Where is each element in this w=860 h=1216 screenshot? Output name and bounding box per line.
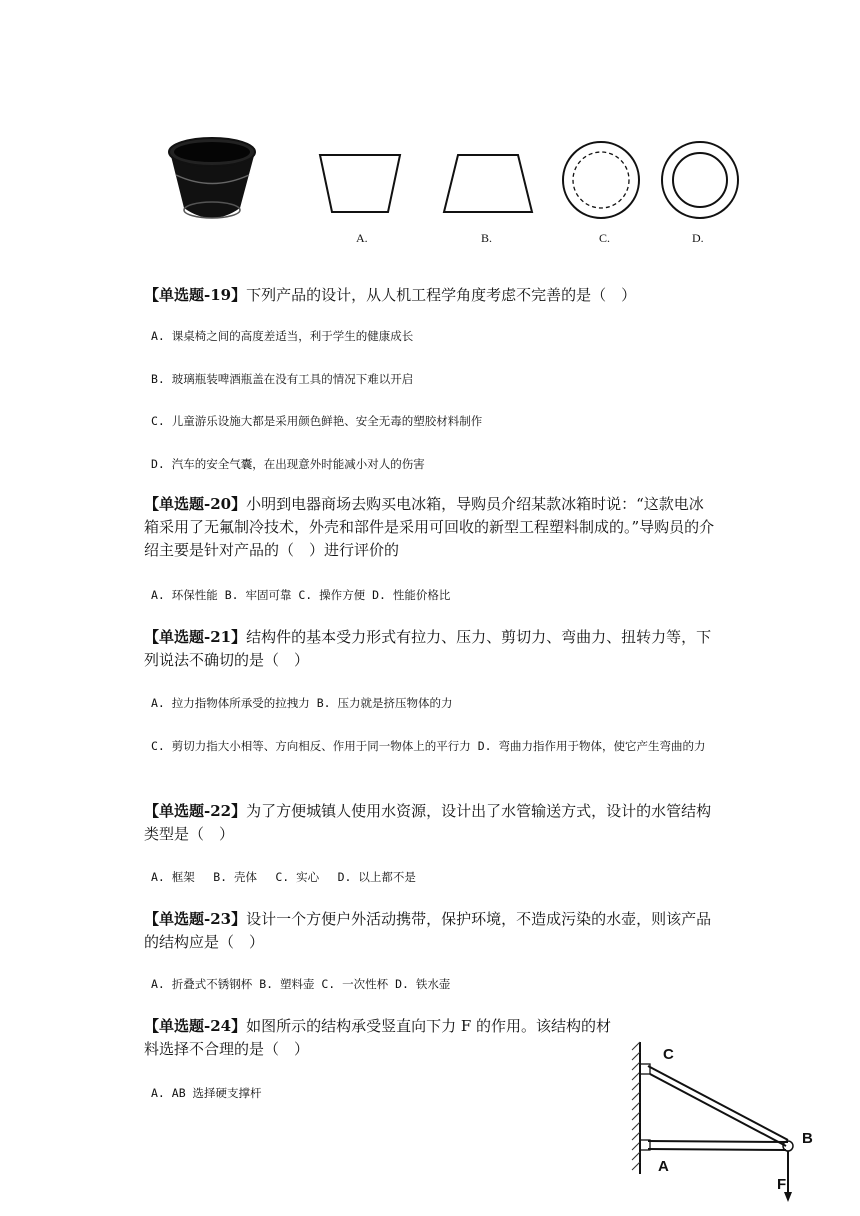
question-text-line2: 料选择不合理的是（ ） — [144, 1040, 310, 1058]
question-text: 结构件的基本受力形式有拉力、压力、剪切力、弯曲力、扭转力等，下列说法不确切的是（ ） — [144, 628, 712, 669]
option: A. 拉力指物体所承受的拉拽力 B. 压力就是挤压物体的力 — [151, 696, 453, 710]
question-19-stem — [144, 284, 718, 307]
view-a-shape — [320, 155, 400, 212]
question-tag: 【单选题-19】 — [144, 286, 247, 304]
question-text: 设计一个方便户外活动携带，保护环境，不造成污染的水壶，则该产品的结构应是（ ） — [144, 910, 712, 951]
option: A. 课桌椅之间的高度差适当，利于学生的健康成长 — [151, 329, 414, 343]
option: A. 框架 B. 壳体 C. 实心 D. 以上都不是 — [151, 870, 416, 884]
option: D. 汽车的安全气囊，在出现意外时能减小对人的伤害 — [151, 457, 425, 471]
label-d: D. — [692, 231, 704, 245]
question-tag: 【单选题-22】 — [144, 802, 247, 820]
question-text: 下列产品的设计，从人机工程学角度考虑不完善的是（ ） — [246, 286, 637, 304]
view-c-shape — [563, 142, 639, 218]
question-22-stem — [144, 800, 718, 846]
bracket-diagram — [628, 1036, 828, 1206]
question-20-stem — [144, 493, 718, 562]
option: C. 剪切力指大小相等、方向相反、作用于同一物体上的平行力 D. 弯曲力指作用于物体，使它产生弯曲的力 — [151, 739, 706, 753]
question-23-stem — [144, 908, 718, 954]
question-tag: 【单选题-20】 — [144, 495, 247, 513]
view-d-shape — [662, 142, 738, 218]
option: B. 玻璃瓶装啤酒瓶盖在没有工具的情况下难以开启 — [151, 372, 414, 386]
label-b: B. — [481, 231, 493, 245]
label-b-point: B — [802, 1130, 813, 1147]
question-text: 如图所示的结构承受竖直向下力 F 的作用。该结构的材 — [246, 1017, 612, 1035]
option: A. 环保性能 B. 牢固可靠 C. 操作方便 D. 性能价格比 — [151, 588, 451, 602]
label-c-point: C — [663, 1046, 674, 1063]
view-b-shape — [444, 155, 532, 212]
label-a: A. — [356, 231, 368, 245]
question-text: 小明到电器商场去购买电冰箱，导购员介绍某款冰箱时说：“这款电冰箱采用了无氟制冷技术，外壳和部件是采用可回收的新型工程塑料制成的。”导购员的介绍主要是针对产品的（ ）进行评价的 — [144, 495, 715, 559]
label-c: C. — [599, 231, 611, 245]
option: A. 折叠式不锈钢杯 B. 塑料壶 C. 一次性杯 D. 铁水壶 — [151, 977, 451, 991]
question-tag: 【单选题-21】 — [144, 628, 247, 646]
label-f-force: F — [777, 1176, 787, 1193]
option: C. 儿童游乐设施大都是采用颜色鲜艳、安全无毒的塑胶材料制作 — [151, 414, 483, 428]
question-tag: 【单选题-24】 — [144, 1017, 247, 1035]
label-a-point: A — [658, 1158, 669, 1175]
bucket-image — [169, 138, 255, 218]
option: A. AB 选择硬支撑杆 — [151, 1086, 262, 1100]
question-text: 为了方便城镇人使用水资源，设计出了水管输送方式，设计的水管结构类型是（ ） — [144, 802, 712, 843]
three-view-figure — [160, 130, 760, 230]
question-21-stem — [144, 626, 718, 672]
question-24-stem — [144, 1015, 704, 1061]
question-tag: 【单选题-23】 — [144, 910, 247, 928]
